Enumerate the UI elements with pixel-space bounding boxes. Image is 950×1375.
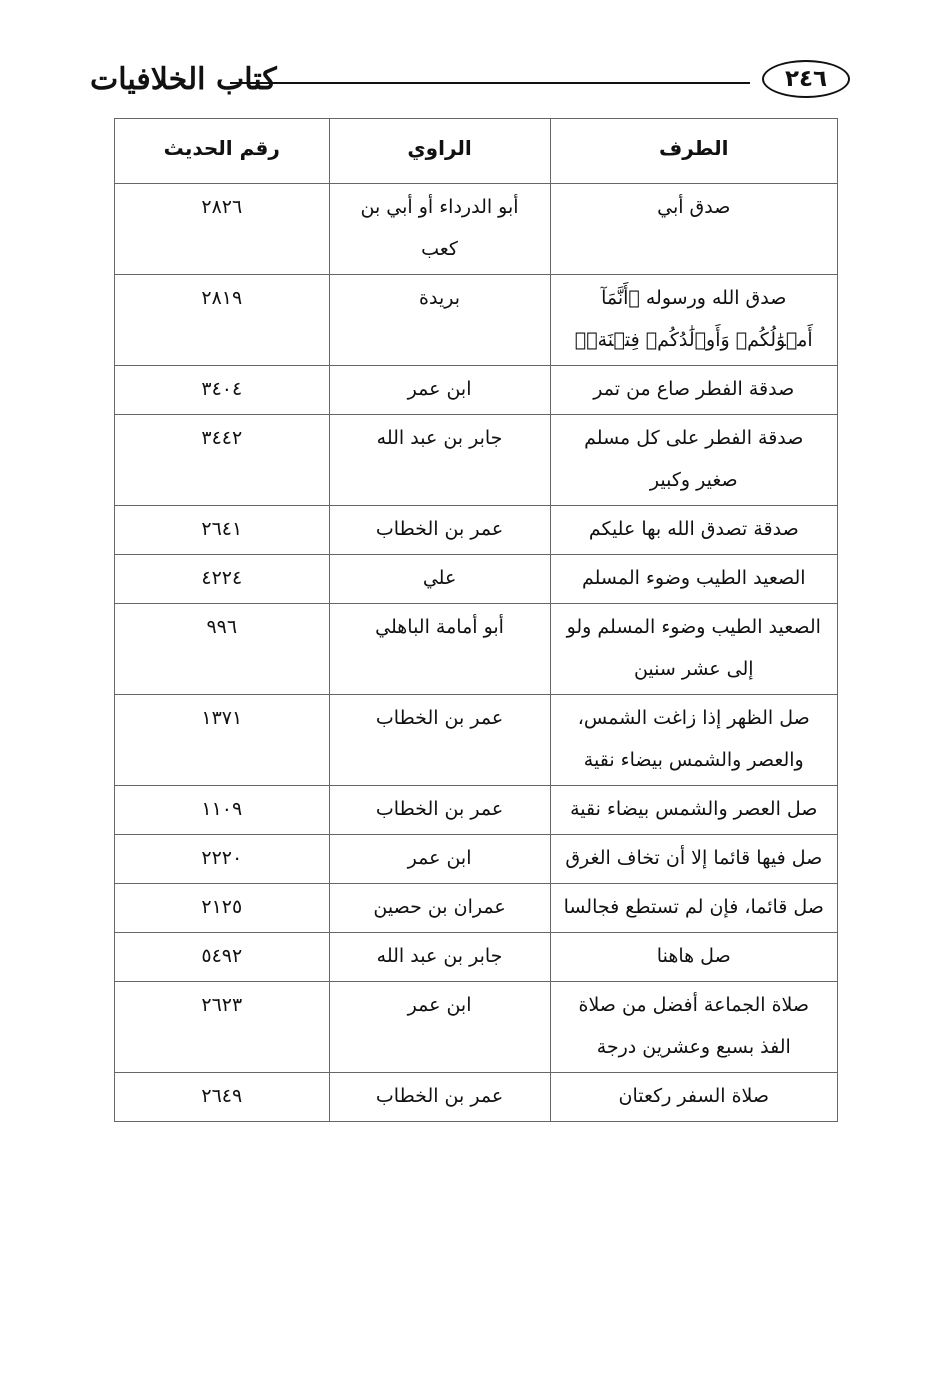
cell-number: ٤٢٢٤ xyxy=(115,555,330,604)
cell-rawi: عمر بن الخطاب xyxy=(329,786,550,835)
cell-number: ٩٩٦ xyxy=(115,604,330,695)
cell-number: ٢٦٤١ xyxy=(115,506,330,555)
cell-number: ٢٦٢٣ xyxy=(115,982,330,1073)
cell-tarf: صلاة الجماعة أفضل من صلاة الفذ بسبع وعشرين درجة xyxy=(550,982,837,1073)
table-body xyxy=(115,184,838,1122)
cell-number: ١١٠٩ xyxy=(115,786,330,835)
table-row xyxy=(115,506,838,555)
cell-tarf: صل قائما، فإن لم تستطع فجالسا xyxy=(550,884,837,933)
cell-number: ٢٦٤٩ xyxy=(115,1073,330,1122)
cell-tarf: صدق أبي xyxy=(550,184,837,275)
table-row xyxy=(115,415,838,506)
table-row xyxy=(115,933,838,982)
cell-rawi: عمر بن الخطاب xyxy=(329,695,550,786)
header-rawi: الراوي xyxy=(329,119,550,184)
cell-tarf: صل العصر والشمس بيضاء نقية xyxy=(550,786,837,835)
cell-rawi: ابن عمر xyxy=(329,366,550,415)
cell-number: ١٣٧١ xyxy=(115,695,330,786)
table-row xyxy=(115,786,838,835)
header-rule xyxy=(230,82,750,84)
table-row xyxy=(115,184,838,275)
header-tarf: الطرف xyxy=(550,119,837,184)
cell-rawi: عمر بن الخطاب xyxy=(329,1073,550,1122)
book-title: كتاب الخلافيات xyxy=(90,62,277,97)
cell-tarf: صدقة الفطر صاع من تمر xyxy=(550,366,837,415)
cell-number: ٣٤٠٤ xyxy=(115,366,330,415)
cell-rawi: ابن عمر xyxy=(329,982,550,1073)
cell-number: ٢٢٢٠ xyxy=(115,835,330,884)
cell-tarf: صل الظهر إذا زاغت الشمس، والعصر والشمس بيضاء نقية xyxy=(550,695,837,786)
page-number: ٢٤٦ xyxy=(762,60,850,98)
cell-rawi: جابر بن عبد الله xyxy=(329,933,550,982)
cell-rawi: ابن عمر xyxy=(329,835,550,884)
table-row xyxy=(115,695,838,786)
table-row xyxy=(115,1073,838,1122)
cell-number: ٢٨٢٦ xyxy=(115,184,330,275)
cell-rawi: عمران بن حصين xyxy=(329,884,550,933)
header-number: رقم الحديث xyxy=(115,119,330,184)
cell-tarf: صل هاهنا xyxy=(550,933,837,982)
page-header xyxy=(90,58,850,108)
table-row xyxy=(115,366,838,415)
table-row xyxy=(115,275,838,366)
cell-tarf: صلاة السفر ركعتان xyxy=(550,1073,837,1122)
cell-number: ٥٤٩٢ xyxy=(115,933,330,982)
cell-tarf: صدقة الفطر على كل مسلم صغير وكبير xyxy=(550,415,837,506)
cell-rawi: جابر بن عبد الله xyxy=(329,415,550,506)
table-row xyxy=(115,982,838,1073)
table-header-row xyxy=(115,119,838,184)
hadith-index-table xyxy=(114,118,838,1122)
cell-tarf: صدقة تصدق الله بها عليكم xyxy=(550,506,837,555)
cell-number: ٢٨١٩ xyxy=(115,275,330,366)
cell-rawi: علي xyxy=(329,555,550,604)
table-row xyxy=(115,604,838,695)
table-row xyxy=(115,884,838,933)
cell-number: ٢١٢٥ xyxy=(115,884,330,933)
cell-tarf: صل فيها قائما إلا أن تخاف الغرق xyxy=(550,835,837,884)
cell-rawi: أبو الدرداء أو أبي بن كعب xyxy=(329,184,550,275)
cell-tarf: الصعيد الطيب وضوء المسلم ولو إلى عشر سنين xyxy=(550,604,837,695)
cell-tarf: الصعيد الطيب وضوء المسلم xyxy=(550,555,837,604)
cell-number: ٣٤٤٢ xyxy=(115,415,330,506)
table-row xyxy=(115,555,838,604)
cell-rawi: عمر بن الخطاب xyxy=(329,506,550,555)
table-row xyxy=(115,835,838,884)
cell-rawi: أبو أمامة الباهلي xyxy=(329,604,550,695)
cell-tarf: صدق الله ورسوله ﴿أَنَّمَآ أَمۡوَٰلُكُمۡ وَأَوۡلَٰدُكُمۡ فِتۡنَةٞ﴾ xyxy=(550,275,837,366)
cell-rawi: بريدة xyxy=(329,275,550,366)
